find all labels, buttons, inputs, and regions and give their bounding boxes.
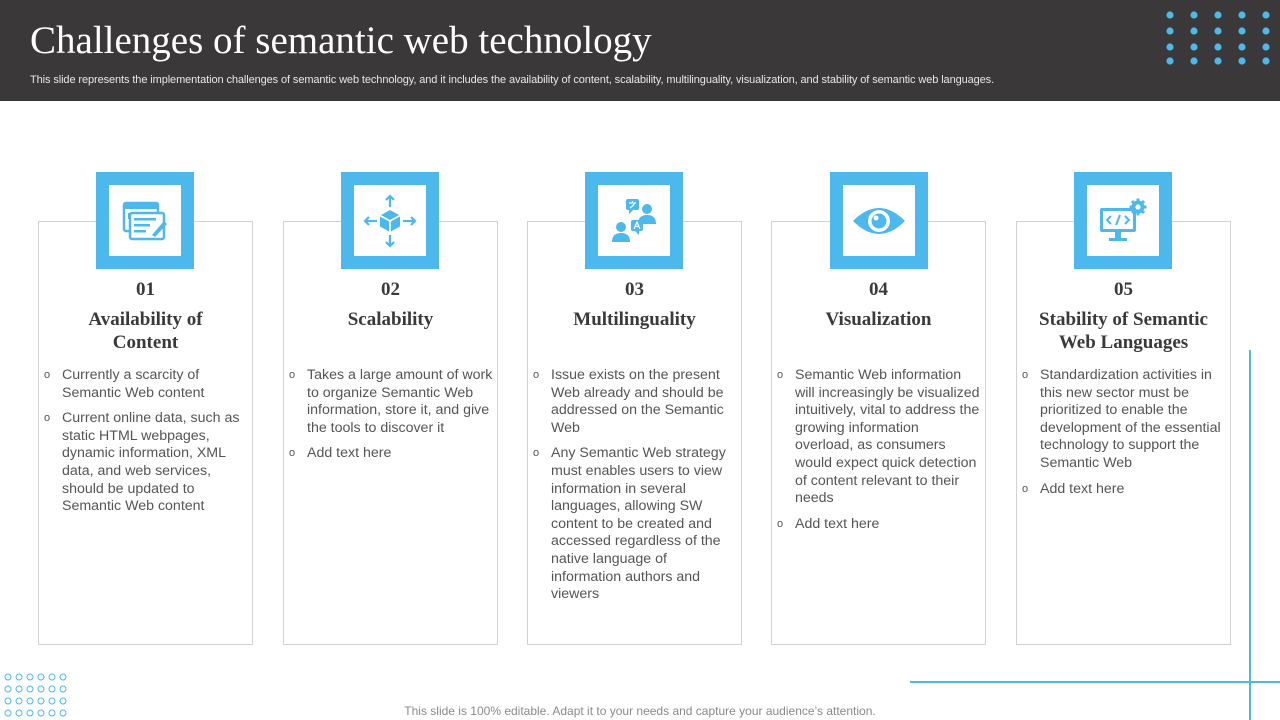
- challenge-card-1: [38, 221, 253, 645]
- card-number: 04: [869, 279, 888, 300]
- bullet-item: [289, 445, 493, 463]
- bullet-text: Issue exists on the present Web already and should be addressed on the Semantic Web: [551, 367, 724, 436]
- multilinguality-icon-box: [585, 172, 683, 269]
- bullet-item: [777, 516, 981, 534]
- bullet-text: Semantic Web information will increasingly be visualized intuitively, vital to address the growing information overload, as consumers would expect quick detection of content relevant to their needs: [795, 367, 980, 507]
- decorative-horizontal-line: [910, 681, 1280, 683]
- bullet-text: Currently a scarcity of Semantic Web content: [62, 367, 205, 401]
- bullet-item: [533, 445, 737, 603]
- bullet-item: [1022, 367, 1226, 473]
- bullet-text: Add text here: [1040, 480, 1125, 497]
- page-title: Challenges of semantic web technology: [30, 19, 652, 62]
- bullet-marker: o: [777, 369, 784, 381]
- code-monitor-gear-icon: [1098, 198, 1148, 244]
- bullet-item: [44, 367, 248, 402]
- visualization-icon-box: [830, 172, 928, 269]
- card-title: Stability of Semantic Web Languages: [1039, 309, 1208, 353]
- multilingual-users-icon: [609, 196, 659, 246]
- card-number: 01: [136, 279, 155, 300]
- card-title: Availability of Content: [88, 309, 203, 353]
- challenge-card-2: [283, 221, 498, 645]
- footer-note: This slide is 100% editable. Adapt it to your needs and capture your audience’s attention.: [404, 704, 876, 718]
- bullet-marker: o: [777, 517, 784, 530]
- card-bullet-list: [289, 367, 493, 471]
- card-title: Visualization: [825, 309, 932, 330]
- bullet-item: [289, 367, 493, 437]
- bullet-text: Current online data, such as static HTML webpages, dynamic information, XML data, and web services, should be updated to Semantic Web content: [62, 410, 240, 515]
- card-bullet-list: [777, 367, 981, 541]
- bullet-marker: o: [44, 369, 51, 381]
- scalability-icon-box: [341, 172, 439, 269]
- languages-icon-box: [1074, 172, 1172, 269]
- bullet-item: [44, 410, 248, 516]
- bullet-marker: o: [533, 369, 540, 381]
- challenge-card-3: [527, 221, 742, 645]
- eye-icon: [851, 201, 907, 241]
- bullet-item: [777, 367, 981, 508]
- bullet-marker: o: [289, 369, 296, 381]
- decorative-vertical-line: [1249, 350, 1251, 720]
- web-content-icon: [122, 199, 168, 243]
- card-number: 02: [381, 279, 400, 300]
- bullet-text: Add text here: [307, 445, 392, 462]
- bullet-marker: o: [533, 447, 540, 460]
- web-content-icon-box: [96, 172, 194, 269]
- scalability-cube-icon: [361, 192, 419, 250]
- challenge-card-4: [771, 221, 986, 645]
- card-title: Multilinguality: [573, 309, 696, 330]
- bullet-marker: o: [44, 412, 51, 425]
- card-title: Scalability: [347, 309, 434, 330]
- challenge-card-5: [1016, 221, 1231, 645]
- bullet-text: Add text here: [795, 515, 880, 532]
- card-bullet-list: [1022, 367, 1226, 506]
- bullet-marker: o: [1022, 369, 1029, 381]
- card-bullet-list: [44, 367, 248, 524]
- header-bar: [0, 0, 1280, 101]
- card-bullet-list: [533, 367, 737, 612]
- bullet-text: Standardization activities in this new sector must be prioritized to enable the development of the essential technology to support the Semantic Web: [1040, 367, 1221, 471]
- bullet-text: Any Semantic Web strategy must enables users to view information in several languages, allowing SW content to be created and accessed regardless of the native language of information authors and viewers: [551, 445, 726, 603]
- card-number: 05: [1114, 279, 1133, 300]
- bullet-marker: o: [1022, 482, 1029, 495]
- bullet-text: Takes a large amount of work to organize Semantic Web information, store it, and give the tools to discover it: [307, 367, 493, 436]
- bullet-item: [533, 367, 737, 437]
- decorative-dot-grid-top: [1160, 5, 1280, 69]
- bullet-marker: o: [289, 447, 296, 460]
- card-number: 03: [625, 279, 644, 300]
- page-subtitle: This slide represents the implementation challenges of semantic web technology, and it includes the availability of content, scalability, multilinguality, visualization, and stability of semantic web languages.: [30, 74, 995, 86]
- bullet-item: [1022, 481, 1226, 499]
